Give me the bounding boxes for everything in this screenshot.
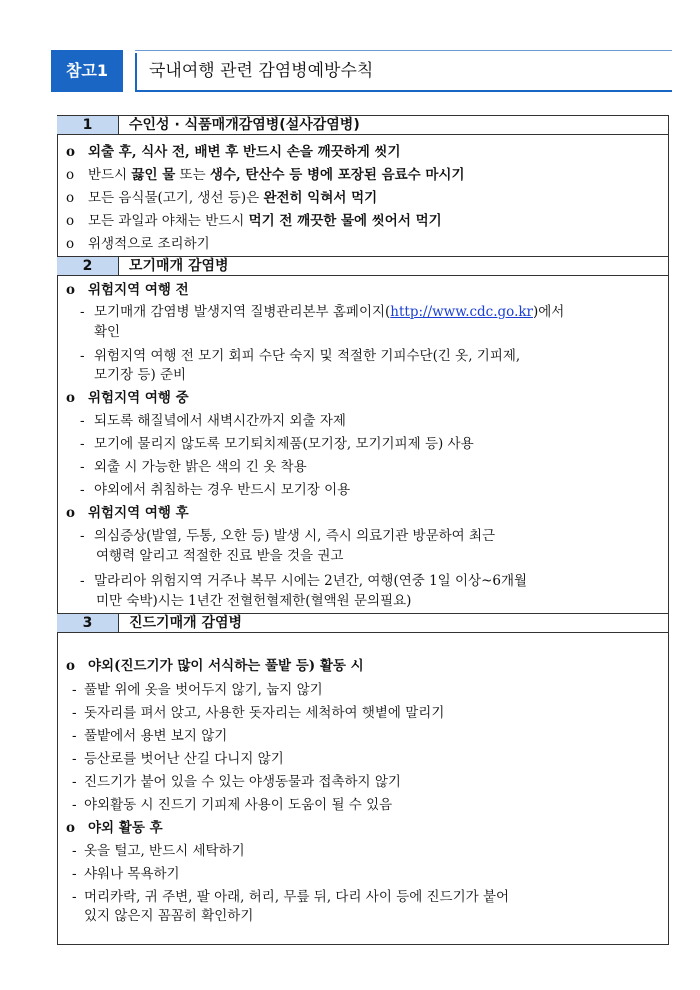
item-text: 외출 후, 식사 전, 배변 후 반드시 손을 깨끗하게 씻기 — [88, 144, 401, 160]
bullet-dash: - — [72, 866, 77, 882]
item-emphasis: 먹기 전 깨끗한 물에 씻어서 먹기 — [248, 213, 442, 229]
bullet-dash: - — [72, 843, 77, 859]
bullet-circle: ο — [66, 658, 76, 674]
item-text: 풀밭에서 용변 보지 않기 — [84, 728, 228, 744]
item-text: 머리카락, 귀 주변, 팔 아래, 허리, 무릎 뒤, 다리 사이 등에 진드기가 붙어 — [84, 889, 510, 905]
item-text: 위생적으로 조리하기 — [88, 236, 210, 252]
bullet-circle: ο — [66, 167, 75, 183]
section-title: 진드기매개 감염병 — [129, 615, 243, 631]
subheading-text: 야외(진드기가 많이 서식하는 풀밭 등) 활동 시 — [88, 658, 364, 674]
section-number: 2 — [57, 257, 119, 275]
page-title: 국내여행 관련 감염병예방수칙 — [149, 61, 374, 81]
bullet-dash: - — [72, 797, 77, 813]
bullet-dash: - — [80, 304, 85, 320]
item-emphasis: 생수, 탄산수 등 병에 포장된 음료수 마시기 — [209, 167, 465, 183]
bullet-dash: - — [72, 705, 77, 721]
item-text: 샤워나 목욕하기 — [84, 866, 180, 882]
item-continuation: 있지 않은지 꼼꼼히 확인하기 — [84, 908, 254, 924]
item-text: )에서 — [533, 304, 565, 320]
item-text: 야외에서 취침하는 경우 반드시 모기장 이용 — [94, 482, 351, 498]
item-text: 옷을 털고, 반드시 세탁하기 — [84, 843, 245, 859]
section-1-header — [57, 115, 669, 135]
item-text: 모든 과일과 야채는 반드시 — [88, 213, 249, 229]
item-text: 풀밭 위에 옷을 벗어두지 않기, 눕지 않기 — [84, 682, 323, 698]
page-header — [51, 50, 672, 92]
bullet-dash: - — [72, 682, 77, 698]
bullet-circle: ο — [66, 505, 76, 521]
section-title: 수인성 · 식품매개감염병(설사감염병) — [129, 117, 360, 133]
item-text: 반드시 — [88, 167, 132, 183]
bullet-dash: - — [72, 751, 77, 767]
item-text: 등산로를 벗어난 산길 다니지 않기 — [84, 751, 284, 767]
bullet-dash: - — [80, 573, 85, 589]
item-continuation: 미만 숙박)시는 1년간 전혈헌혈제한(혈액원 문의필요) — [96, 593, 412, 609]
bullet-circle: ο — [66, 390, 76, 406]
section-2-header — [57, 256, 669, 276]
item-text: 말라리아 위험지역 거주나 복무 시에는 2년간, 여행(연중 1일 이상~6개월 — [94, 573, 528, 589]
subheading-text: 야외 활동 후 — [88, 820, 163, 836]
bullet-dash: - — [72, 728, 77, 744]
item-text: 외출 시 가능한 밝은 색의 긴 옷 착용 — [94, 459, 307, 475]
item-text: 야외활동 시 진드기 기피제 사용이 도움이 될 수 있음 — [84, 797, 393, 813]
section-number: 3 — [57, 614, 119, 632]
subheading-text: 위험지역 여행 후 — [88, 505, 189, 521]
section-number: 1 — [57, 116, 119, 134]
bullet-circle: ο — [66, 282, 76, 298]
item-emphasis: 완전히 익혀서 먹기 — [263, 190, 378, 206]
subheading-text: 위험지역 여행 전 — [88, 282, 189, 298]
bullet-circle: ο — [66, 144, 76, 160]
item-text: 모든 음식물(고기, 생선 등)은 — [88, 190, 264, 206]
item-emphasis: 끓인 물 — [131, 167, 176, 183]
bullet-circle: ο — [66, 236, 75, 252]
item-text: 되도록 해질녘에서 새벽시간까지 외출 자제 — [94, 413, 346, 429]
item-text: 의심증상(발열, 두통, 오한 등) 발생 시, 즉시 의료기관 방문하여 최근 — [94, 528, 496, 544]
item-text: 돗자리를 펴서 앉고, 사용한 돗자리는 세척하여 햇볕에 말리기 — [84, 705, 445, 721]
bullet-circle: ο — [66, 213, 75, 229]
item-text: 진드기가 붙어 있을 수 있는 야생동물과 접촉하지 않기 — [84, 774, 401, 790]
item-text: 모기매개 감염병 발생지역 질병관리본부 홈페이지( — [94, 304, 391, 320]
reference-badge: 참고1 — [51, 50, 123, 92]
bullet-dash: - — [80, 436, 85, 452]
item-text: 위험지역 여행 전 모기 회피 수단 숙지 및 적절한 기피수단(긴 옷, 기피제, — [94, 348, 521, 364]
section-3-header — [57, 613, 669, 633]
cdc-homepage-link[interactable]: http://www.cdc.go.kr — [390, 304, 533, 320]
item-continuation: 확인 — [94, 324, 121, 340]
header-bottom-rule — [135, 90, 672, 92]
item-text: 또는 — [175, 167, 210, 183]
item-text: 모기에 물리지 않도록 모기퇴치제품(모기장, 모기기피제 등) 사용 — [94, 436, 474, 452]
bullet-circle: ο — [66, 820, 76, 836]
bullet-dash: - — [80, 413, 85, 429]
bullet-dash: - — [80, 459, 85, 475]
subheading-text: 위험지역 여행 중 — [88, 390, 189, 406]
bullet-circle: ο — [66, 190, 75, 206]
item-continuation: 모기장 등) 준비 — [94, 367, 187, 383]
item-continuation: 여행력 알리고 적절한 진료 받을 것을 권고 — [96, 548, 344, 564]
bullet-dash: - — [80, 348, 85, 364]
header-divider — [135, 53, 137, 90]
bullet-dash: - — [72, 774, 77, 790]
section-title: 모기매개 감염병 — [129, 258, 229, 274]
bullet-dash: - — [72, 889, 77, 905]
bullet-dash: - — [80, 528, 85, 544]
bullet-dash: - — [80, 482, 85, 498]
